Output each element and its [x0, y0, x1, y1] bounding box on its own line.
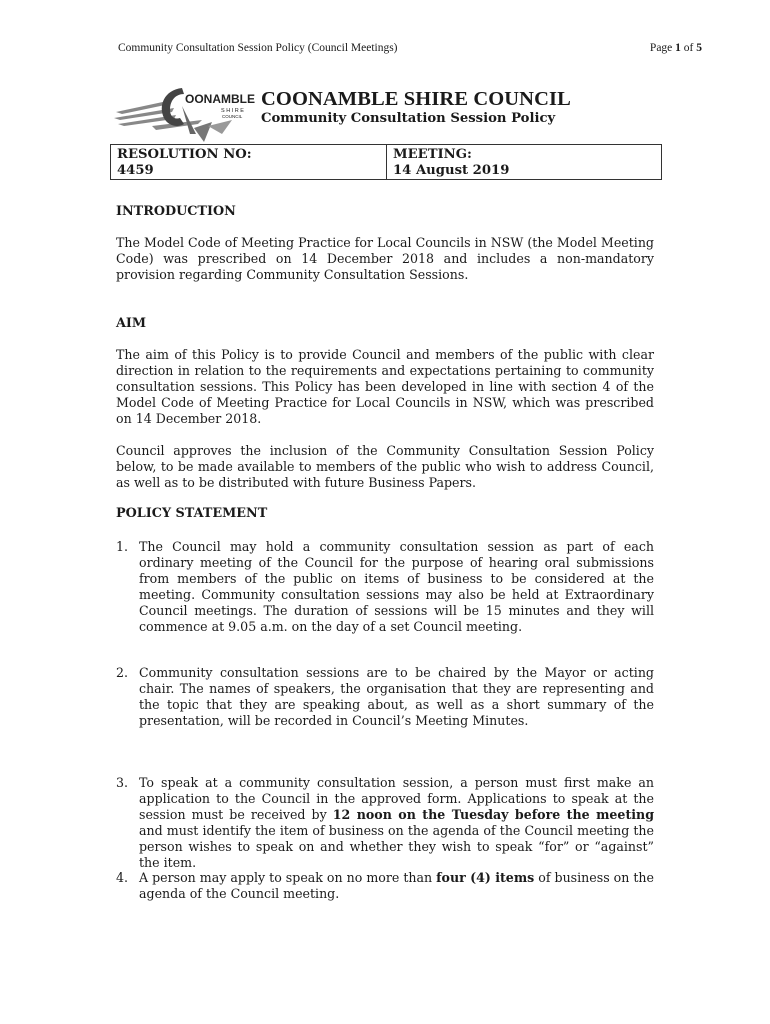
page-number: Page 1 of 5: [649, 42, 702, 54]
page-header: [118, 42, 702, 58]
document-title: Community Consultation Session Policy (Council Meetings): [118, 42, 398, 54]
policy-title: Community Consultation Session Policy: [261, 111, 556, 126]
item-number: 1.: [116, 539, 129, 554]
policy-item: [116, 539, 654, 636]
deadline-emphasis: 12 noon on the Tuesday before the meeting: [332, 807, 655, 823]
item-number: 3.: [116, 775, 129, 790]
item-text: To speak at a community consultation session, a person must first make an application to the Council in the approved form. Applications to speak at the session must be received by 12 noon on the Tuesday before the meeting and must identify the item of business on the agenda of the Council meeting the person wishes to speak on and whether they wish to speak “for” or “against” the item.: [139, 775, 655, 871]
council-logo: [112, 82, 260, 150]
policy-statement-heading: POLICY STATEMENT: [116, 506, 268, 521]
introduction-paragraph: The Model Code of Meeting Practice for Local Councils in NSW (the Model Meeting Code) was prescribed on 14 December 2018 and includes a non-mandatory provision regarding Community Consultation Sessions.: [116, 235, 654, 283]
meeting-label: MEETING:: [393, 147, 472, 162]
aim-paragraph-2: Council approves the inclusion of the Community Consultation Session Policy below, to be made available to members of the public who wish to address Council, as well as to be distributed with future Business Papers.: [116, 443, 654, 491]
introduction-heading: INTRODUCTION: [116, 204, 236, 219]
resolution-table: [110, 144, 662, 180]
policy-item: [116, 870, 654, 902]
council-name: COONAMBLE SHIRE COUNCIL: [261, 88, 571, 110]
svg-text:S H I R E: S H I R E: [221, 108, 244, 114]
svg-text:OONAMBLE: OONAMBLE: [185, 92, 255, 106]
item-text: A person may apply to speak on no more than four (4) items of business on the agenda of the Council meeting.: [139, 870, 654, 902]
aim-heading: AIM: [116, 316, 147, 331]
resolution-label: RESOLUTION NO:: [117, 147, 252, 162]
resolution-value: 4459: [117, 163, 154, 178]
item-text: Community consultation sessions are to be chaired by the Mayor or acting chair. The names of speakers, the organisation that they are representing and the topic that they are speaking about, as well as a short summary of the presentation, will be recorded in Council’s Meeting Minutes.: [139, 665, 654, 729]
item-text: The Council may hold a community consultation session as part of each ordinary meeting of the Council for the purpose of hearing oral submissions from members of the public on items of business to be considered at the meeting. Community consultation sessions may also be held at Extraordinary Council meetings. The duration of sessions will be 15 minutes and they will commence at 9.05 a.m. on the day of a set Council meeting.: [139, 539, 654, 635]
policy-item: [116, 775, 654, 872]
item-number: 2.: [116, 665, 129, 680]
meeting-cell: [387, 145, 661, 179]
meeting-value: 14 August 2019: [393, 163, 510, 178]
resolution-cell: [111, 145, 387, 179]
policy-item: [116, 665, 654, 729]
item-number: 4.: [116, 870, 129, 885]
aim-paragraph-1: The aim of this Policy is to provide Council and members of the public with clear direction in relation to the requirements and expectations pertaining to community consultation sessions. This Policy has been developed in line with section 4 of the Model Code of Meeting Practice for Local Councils in NSW, which was prescribed on 14 December 2018.: [116, 347, 654, 427]
svg-text:COUNCIL: COUNCIL: [222, 114, 243, 119]
limit-emphasis: four (4) items: [436, 870, 535, 885]
